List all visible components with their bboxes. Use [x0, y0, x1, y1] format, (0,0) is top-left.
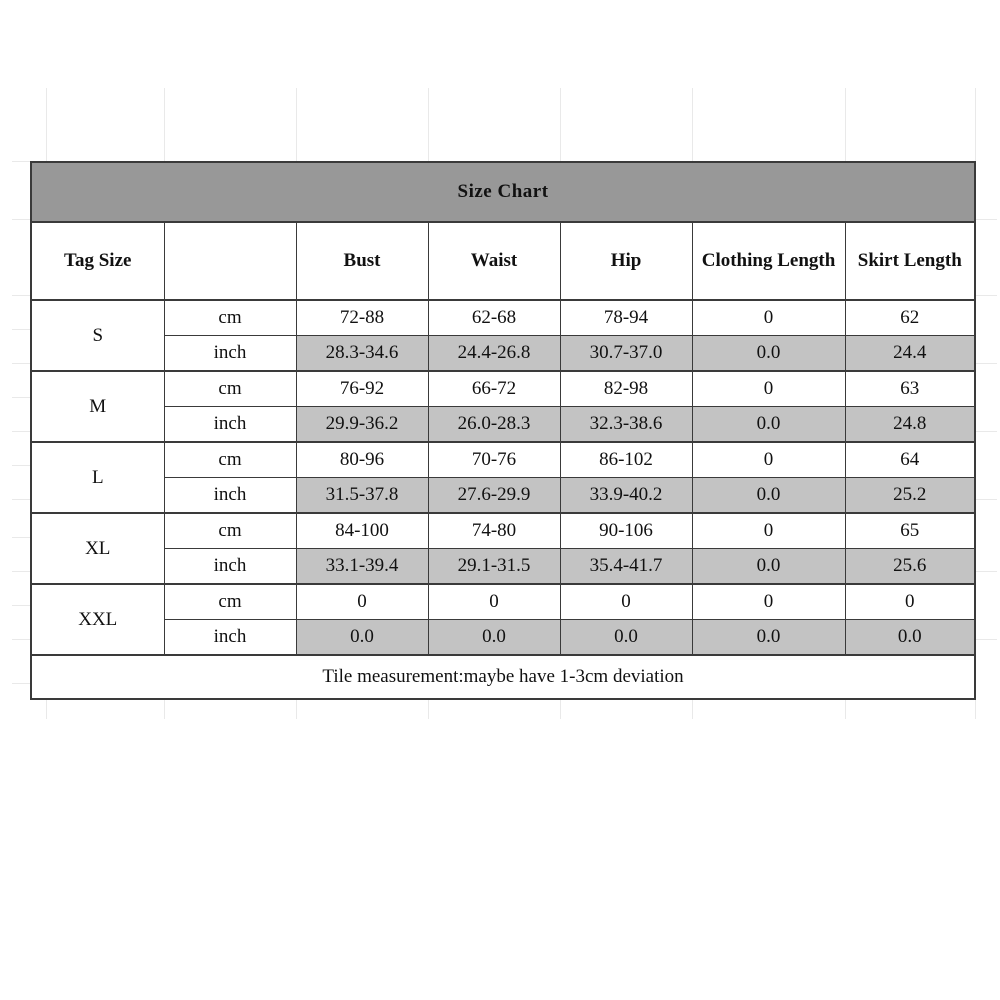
column-header-tag-size: Tag Size [31, 222, 164, 300]
unit-label-cm: cm [164, 442, 296, 478]
table-row [31, 513, 975, 549]
background-gridline [975, 363, 997, 364]
table-row [31, 336, 975, 372]
table-row [31, 407, 975, 443]
cell-clothing-length-cm: 0 [692, 513, 845, 549]
cell-waist-cm: 66-72 [428, 371, 560, 407]
cell-waist-inch: 29.1-31.5 [428, 549, 560, 585]
unit-label-inch: inch [164, 478, 296, 514]
cell-waist-cm: 74-80 [428, 513, 560, 549]
cell-hip-cm: 90-106 [560, 513, 692, 549]
measurement-note: Tile measurement:maybe have 1-3cm deviation [31, 655, 975, 699]
background-gridline [975, 431, 997, 432]
background-gridline [975, 571, 997, 572]
table-row [31, 300, 975, 336]
unit-label-cm: cm [164, 513, 296, 549]
cell-bust-cm: 80-96 [296, 442, 428, 478]
cell-waist-cm: 70-76 [428, 442, 560, 478]
cell-bust-cm: 84-100 [296, 513, 428, 549]
background-gridline [46, 88, 47, 161]
background-gridline [692, 88, 693, 161]
cell-waist-inch: 26.0-28.3 [428, 407, 560, 443]
cell-waist-inch: 27.6-29.9 [428, 478, 560, 514]
unit-label-inch: inch [164, 336, 296, 372]
unit-label-inch: inch [164, 549, 296, 585]
background-gridline [296, 88, 297, 161]
cell-waist-inch: 24.4-26.8 [428, 336, 560, 372]
background-gridline [975, 219, 997, 220]
cell-clothing-length-inch: 0.0 [692, 336, 845, 372]
background-gridline [975, 295, 997, 296]
size-label-xl: XL [31, 513, 164, 584]
table-row [31, 620, 975, 656]
cell-bust-inch: 28.3-34.6 [296, 336, 428, 372]
cell-hip-inch: 32.3-38.6 [560, 407, 692, 443]
cell-clothing-length-cm: 0 [692, 442, 845, 478]
cell-skirt-length-cm: 63 [845, 371, 975, 407]
cell-skirt-length-inch: 0.0 [845, 620, 975, 656]
column-header-waist: Waist [428, 222, 560, 300]
cell-hip-cm: 82-98 [560, 371, 692, 407]
cell-bust-inch: 31.5-37.8 [296, 478, 428, 514]
cell-bust-inch: 33.1-39.4 [296, 549, 428, 585]
size-label-s: S [31, 300, 164, 371]
cell-hip-inch: 30.7-37.0 [560, 336, 692, 372]
cell-skirt-length-inch: 25.2 [845, 478, 975, 514]
cell-hip-cm: 0 [560, 584, 692, 620]
cell-clothing-length-inch: 0.0 [692, 407, 845, 443]
chart-title: Size Chart [31, 162, 975, 222]
cell-clothing-length-cm: 0 [692, 300, 845, 336]
cell-waist-inch: 0.0 [428, 620, 560, 656]
column-header-clothing-length: Clothing Length [692, 222, 845, 300]
background-gridline [845, 88, 846, 161]
table-row [31, 478, 975, 514]
background-gridline [975, 639, 997, 640]
cell-clothing-length-cm: 0 [692, 371, 845, 407]
unit-label-inch: inch [164, 407, 296, 443]
cell-waist-cm: 0 [428, 584, 560, 620]
cell-skirt-length-inch: 24.8 [845, 407, 975, 443]
table-row [31, 584, 975, 620]
cell-hip-inch: 33.9-40.2 [560, 478, 692, 514]
cell-skirt-length-cm: 65 [845, 513, 975, 549]
cell-clothing-length-inch: 0.0 [692, 478, 845, 514]
background-gridline [975, 88, 976, 161]
column-header-unit [164, 222, 296, 300]
cell-bust-inch: 29.9-36.2 [296, 407, 428, 443]
table-row [31, 371, 975, 407]
size-label-l: L [31, 442, 164, 513]
cell-bust-cm: 72-88 [296, 300, 428, 336]
cell-hip-cm: 78-94 [560, 300, 692, 336]
table-row [31, 442, 975, 478]
background-gridline [164, 88, 165, 161]
note-row [31, 655, 975, 699]
column-header-bust: Bust [296, 222, 428, 300]
cell-hip-cm: 86-102 [560, 442, 692, 478]
background-gridline [560, 88, 561, 161]
table-row [31, 549, 975, 585]
cell-skirt-length-cm: 62 [845, 300, 975, 336]
title-row [31, 162, 975, 222]
cell-bust-cm: 0 [296, 584, 428, 620]
cell-clothing-length-inch: 0.0 [692, 620, 845, 656]
column-header-skirt-length: Skirt Length [845, 222, 975, 300]
cell-hip-inch: 35.4-41.7 [560, 549, 692, 585]
unit-label-cm: cm [164, 300, 296, 336]
unit-label-cm: cm [164, 371, 296, 407]
cell-waist-cm: 62-68 [428, 300, 560, 336]
column-header-hip: Hip [560, 222, 692, 300]
cell-skirt-length-cm: 0 [845, 584, 975, 620]
size-label-xxl: XXL [31, 584, 164, 655]
cell-clothing-length-inch: 0.0 [692, 549, 845, 585]
cell-bust-inch: 0.0 [296, 620, 428, 656]
background-gridline [428, 88, 429, 161]
cell-clothing-length-cm: 0 [692, 584, 845, 620]
background-gridline [975, 499, 997, 500]
header-row [31, 222, 975, 300]
unit-label-inch: inch [164, 620, 296, 656]
cell-skirt-length-inch: 24.4 [845, 336, 975, 372]
size-chart-table [30, 161, 976, 700]
cell-skirt-length-cm: 64 [845, 442, 975, 478]
unit-label-cm: cm [164, 584, 296, 620]
cell-hip-inch: 0.0 [560, 620, 692, 656]
cell-bust-cm: 76-92 [296, 371, 428, 407]
size-label-m: M [31, 371, 164, 442]
cell-skirt-length-inch: 25.6 [845, 549, 975, 585]
